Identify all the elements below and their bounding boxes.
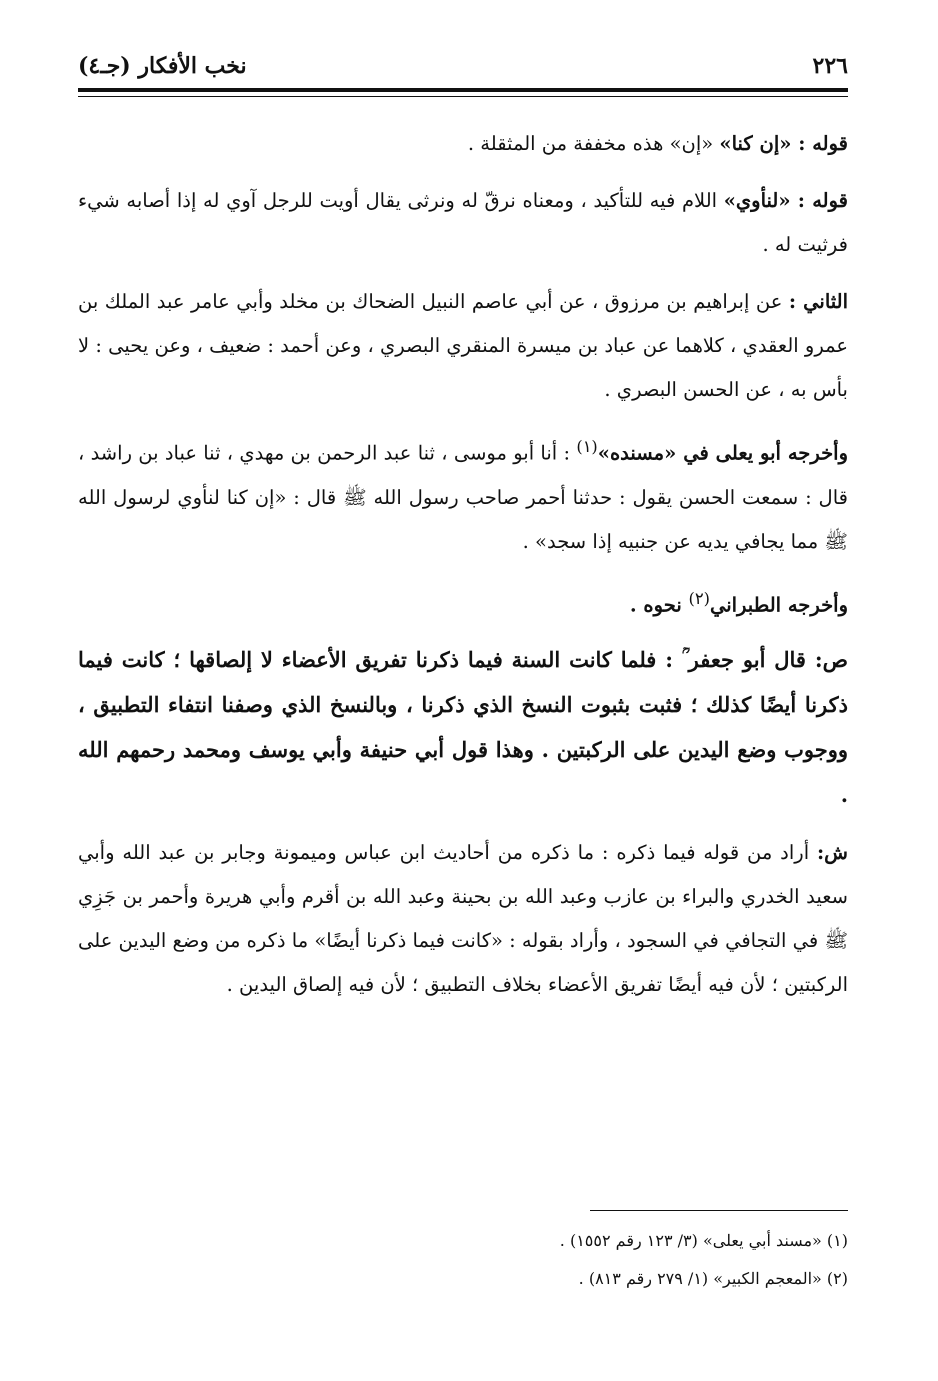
- footnote-ref-1: (١): [576, 437, 598, 456]
- paragraph-6-matn: ص: قال أبو جعفر ؒ : فلما كانت السنة فيما ذكرنا تفريق الأعضاء لا إلصاقها ؛ كانت فيما ذكرنا أيضًا كذلك ؛ فثبت بثبوت النسخ الذي ذكرنا ، وبالنسخ الذي وصفنا انتفاء التطبيق ، ووجوب وضع اليدين على الركبتين . وهذا قول أبي حنيفة وأبي يوسف ومحمد رحمهم الله .: [78, 647, 848, 807]
- paragraph-1-lead: قوله : «إن كنا»: [719, 132, 848, 155]
- paragraph-1: [78, 122, 848, 166]
- paragraph-2: [78, 179, 848, 267]
- paragraph-5-text: نحوه .: [629, 593, 689, 616]
- paragraph-3-text: عن إبراهيم بن مرزوق ، عن أبي عاصم النبيل الضحاك بن مخلد وأبي عامر عبد الملك بن عمرو العقدي ، كلاهما عن عباد بن ميسرة المنقري البصري ، وعن أحمد : ضعيف ، وعن يحيى : لا بأس به ، عن الحسن البصري .: [78, 290, 848, 401]
- paragraph-4-lead: وأخرجه أبو يعلى في «مسنده»: [597, 441, 848, 465]
- page-number: ٢٢٦: [812, 53, 848, 79]
- paragraph-4-text: : أنا أبو موسى ، ثنا عبد الرحمن بن مهدي ، ثنا عباد بن راشد ، قال : سمعت الحسن يقول : حدثنا أحمر صاحب رسول الله ﷺ قال : «إن كنا لنأوي لرسول الله ﷺ مما يجافي يديه عن جنبيه إذا سجد» .: [78, 441, 848, 553]
- main-text: [78, 122, 848, 1020]
- paragraph-5: [78, 577, 848, 628]
- paragraph-2-lead: قوله : «لنأوي»: [723, 189, 848, 212]
- paragraph-7-lead: ش:: [816, 841, 848, 864]
- paragraph-2-text: اللام فيه للتأكيد ، ومعناه نرقّ له ونرثى يقال أويت للرجل آوي له إذا أصابه شيء فرثيت له .: [78, 189, 848, 256]
- page-header: [78, 48, 848, 84]
- paragraph-7-text: أراد من قوله فيما ذكره : ما ذكره من أحاديث ابن عباس وميمونة وجابر بن عبد الله وأبي سعيد الخدري والبراء بن عازب وعبد الله بن بحينة وعبد الله بن أقرم وأبي هريرة وأحمر بن جَزِي ﷺ في التجافي في السجود ، وأراد بقوله : «كانت فيما ذكرنا أيضًا» ما ذكره من وضع اليدين على الركبتين ؛ لأن فيه أيضًا تفريق الأعضاء بخلاف التطبيق ؛ لأن فيه إلصاق اليدين .: [78, 841, 848, 996]
- paragraph-1-text: «إن» هذه مخففة من المثقلة .: [467, 132, 720, 155]
- paragraph-3-lead: الثاني :: [788, 290, 849, 313]
- header-rule-thin: [78, 96, 848, 97]
- book-title: نخب الأفكار (جـ٤): [78, 53, 247, 79]
- paragraph-4: [78, 425, 848, 564]
- footnotes: [88, 1222, 848, 1298]
- paragraph-7: [78, 831, 848, 1007]
- paragraph-3: [78, 280, 848, 412]
- footnote-1: (١) «مسند أبي يعلى» (٣/ ١٢٣ رقم ١٥٥٢) .: [559, 1231, 848, 1250]
- footnote-ref-2: (٢): [688, 588, 710, 608]
- footnote-2: (٢) «المعجم الكبير» (١/ ٢٧٩ رقم ٨١٣) .: [578, 1269, 848, 1288]
- paragraph-5-lead: وأخرجه الطبراني: [709, 593, 848, 616]
- footnote-separator: [590, 1210, 848, 1211]
- header-rule-thick: [78, 88, 848, 92]
